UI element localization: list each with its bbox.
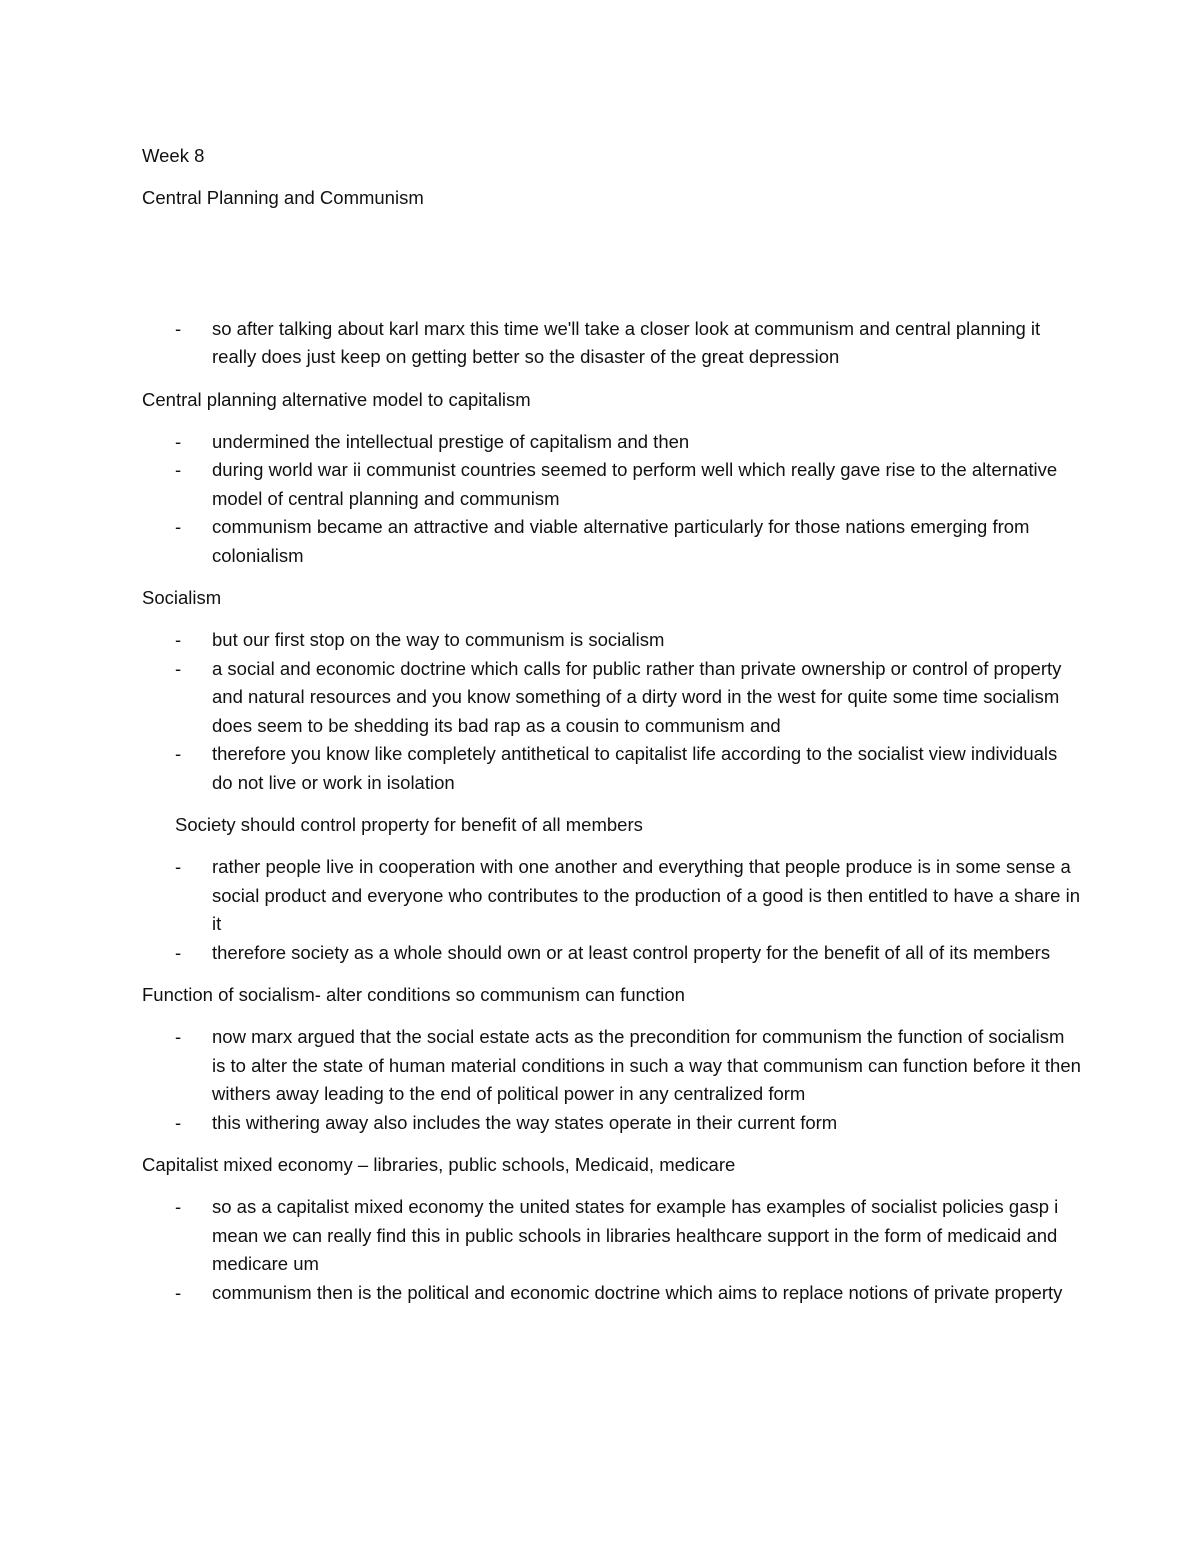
list-item [142, 655, 1082, 740]
section-list [142, 428, 1082, 570]
dash-bullet: - [175, 516, 182, 538]
list-item-text: this withering away also includes the way states operate in their current form [212, 1111, 838, 1133]
dash-bullet: - [175, 459, 182, 481]
list-item-text: a social and economic doctrine which calls for public rather than private ownership or control of property and natural resources and you know something of a dirty word in the west for quite some time socialism does seem to be shedding its bad rap as a cousin to communism and [212, 657, 1062, 736]
list-item-text: therefore you know like completely antithetical to capitalist life according to the socialist view individuals do not live or work in isolation [212, 743, 1058, 793]
list-item-text: during world war ii communist countries seemed to perform well which really gave rise to the alternative model of central planning and communism [212, 459, 1058, 509]
list-item [142, 853, 1082, 938]
list-item-text: now marx argued that the social estate acts as the precondition for communism the function of socialism is to alter the state of human material conditions in such a way that communism can function before it then withers away leading to the end of political power in any centralized form [212, 1026, 1081, 1105]
list-item-text: but our first stop on the way to communism is socialism [212, 629, 665, 651]
list-item [142, 513, 1082, 570]
section-list [142, 1193, 1082, 1307]
list-item [142, 939, 1082, 967]
list-item-text: therefore society as a whole should own or at least control property for the benefit of all of its members [212, 941, 1051, 963]
dash-bullet: - [175, 431, 182, 453]
list-item [142, 428, 1082, 456]
list-item-text: communism became an attractive and viable alternative particularly for those nations emerging from colonialism [212, 516, 1030, 566]
dash-bullet: - [175, 1111, 182, 1133]
list-item-text: rather people live in cooperation with one another and everything that people produce is in some sense a social product and everyone who contributes to the production of a good is then entitled to have a share in it [212, 856, 1081, 935]
list-item [142, 1279, 1082, 1307]
list-item [142, 1193, 1082, 1278]
dash-bullet: - [175, 317, 182, 339]
list-item-text: so after talking about karl marx this time we'll take a closer look at communism and central planning it really does just keep on getting better so the disaster of the great depression [212, 317, 1041, 368]
list-item-text: so as a capitalist mixed economy the united states for example has examples of socialist policies gasp i mean we can really find this in public schools in libraries healthcare support in the form of medicaid and medicare um [212, 1196, 1059, 1275]
section-heading: Function of socialism- alter conditions so communism can function [142, 983, 685, 1005]
dash-bullet: - [175, 743, 182, 765]
dash-bullet: - [175, 1196, 182, 1218]
dash-bullet: - [175, 1281, 182, 1303]
intro-list [142, 315, 1082, 372]
dash-bullet: - [175, 1026, 182, 1048]
section-heading: Capitalist mixed economy – libraries, public schools, Medicaid, medicare [142, 1153, 736, 1175]
list-item [142, 1023, 1082, 1108]
list-item [142, 1109, 1082, 1137]
section-heading: Central planning alternative model to capitalism [142, 388, 531, 410]
list-item-text: undermined the intellectual prestige of capitalism and then [212, 431, 690, 453]
document-body [142, 142, 1082, 1321]
list-item-text: communism then is the political and economic doctrine which aims to replace notions of private property [212, 1281, 1063, 1303]
document-title: Week 8 [142, 145, 205, 166]
section-list [142, 626, 1082, 796]
list-item [142, 315, 1082, 372]
section-heading: Society should control property for benefit of all members [175, 813, 643, 835]
section-heading: Socialism [142, 587, 222, 609]
dash-bullet: - [175, 629, 182, 651]
dash-bullet: - [175, 941, 182, 963]
document-subtitle: Central Planning and Communism [142, 187, 424, 209]
list-item [142, 456, 1082, 513]
dash-bullet: - [175, 657, 182, 679]
dash-bullet: - [175, 856, 182, 878]
list-item [142, 626, 1082, 654]
section-list [142, 1023, 1082, 1137]
list-item [142, 740, 1082, 797]
section-list [142, 853, 1082, 967]
